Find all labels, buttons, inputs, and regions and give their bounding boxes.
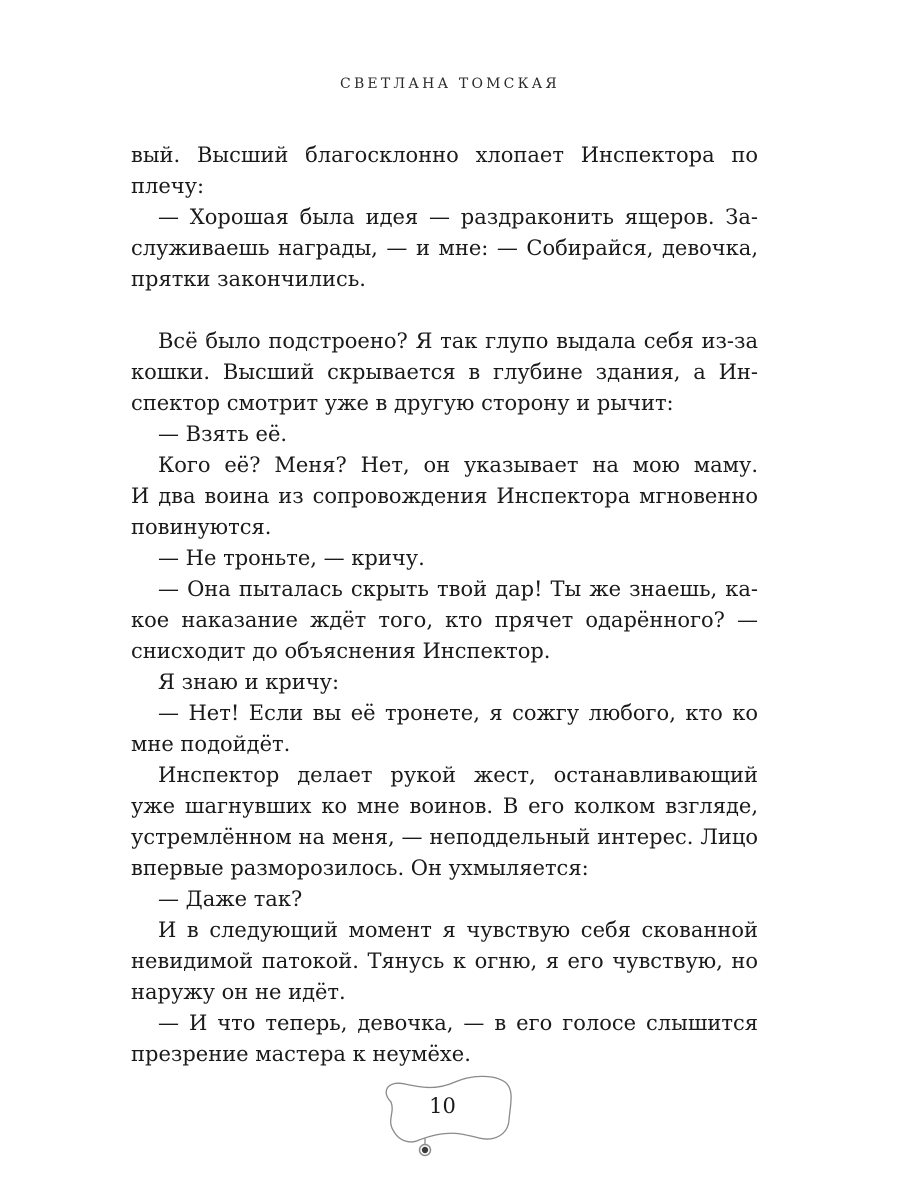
text-line: вый. Высший благосклонно хлопает Инспектора по bbox=[131, 143, 758, 167]
pendant-stone bbox=[422, 1147, 428, 1153]
text-line: прятки закончились. bbox=[131, 267, 366, 291]
text-line: Всё было подстроено? Я так глупо выдала себя из-за bbox=[158, 329, 758, 353]
page-footer bbox=[375, 1072, 515, 1172]
body-text bbox=[131, 140, 758, 1070]
text-line: кошки. Высший скрывается в глубине здания, а Ин- bbox=[131, 360, 758, 384]
text-line: Инспектор делает рукой жест, останавливающий bbox=[158, 763, 758, 787]
text-line: — И что теперь, девочка, — в его голосе слышится bbox=[158, 1011, 758, 1035]
text-line: — Взять её. bbox=[158, 422, 288, 446]
text-line: наружу он не идёт. bbox=[131, 980, 346, 1004]
text-line: — Даже так? bbox=[158, 887, 303, 911]
text-line: презрение мастера к неумёхе. bbox=[131, 1042, 471, 1066]
text-line: мне подойдёт. bbox=[131, 732, 291, 756]
text-line: И два воина из сопровождения Инспектора мгновенно bbox=[131, 484, 758, 508]
text-line: уже шагнувших ко мне воинов. В его колком взгляде, bbox=[131, 794, 758, 818]
text-line: снисходит до объяснения Инспектор. bbox=[131, 639, 551, 663]
text-line: кое наказание ждёт того, кто прячет одарённого? — bbox=[131, 608, 758, 632]
text-line: впервые разморозилось. Он ухмыляется: bbox=[131, 856, 589, 880]
pendant-necklace-icon bbox=[375, 1072, 515, 1172]
text-line: — Не троньте, — кричу. bbox=[158, 546, 425, 570]
text-line: спектор смотрит уже в другую сторону и рычит: bbox=[131, 391, 674, 415]
text-line: невидимой патокой. Тянусь к огню, я его чувствую, но bbox=[131, 949, 758, 973]
text-line: Я знаю и кричу: bbox=[158, 670, 340, 694]
page-number: 10 bbox=[429, 1094, 456, 1118]
text-line: — Она пыталась скрыть твой дар! Ты же знаешь, ка- bbox=[158, 577, 758, 601]
text-line: — Нет! Если вы её тронете, я сожгу любого, кто ко bbox=[158, 701, 758, 725]
text-line: устремлённом на меня, — неподдельный интерес. Лицо bbox=[131, 825, 758, 849]
text-line: плечу: bbox=[131, 174, 205, 198]
text-line: повинуются. bbox=[131, 515, 272, 539]
text-line: Кого её? Меня? Нет, он указывает на мою маму. bbox=[158, 453, 758, 477]
text-line: И в следующий момент я чувствую себя скованной bbox=[158, 918, 758, 942]
text-line: служиваешь награды, — и мне: — Собирайся, девочка, bbox=[131, 236, 758, 260]
text-line: — Хорошая была идея — раздраконить ящеров. За- bbox=[158, 205, 758, 229]
running-head: СВЕТЛАНА ТОМСКАЯ bbox=[340, 76, 560, 92]
